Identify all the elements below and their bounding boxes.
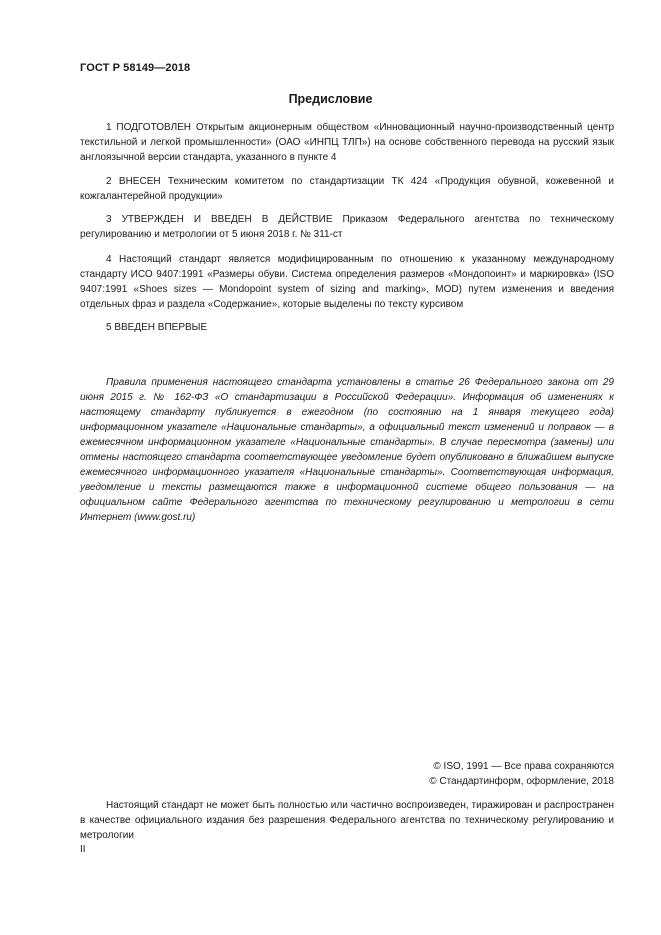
- copyright-iso: © ISO, 1991 — Все права сохраняются: [433, 761, 614, 772]
- legal-notice: Правила применения настоящего стандарта установлены в статье 26 Федерального закона от 29 июня 2015 г. № 162-ФЗ «О стандартизации в Российской Федерации». Информация об изменениях к настоящему стандарту публикуется в ежегодном (по состоянию на 1 января текущего года) информационном указателе «Национальные стандарты», а официальный текст изменений и поправок — в ежемесячном информационном указателе «Национальные стандарты». В случае пересмотра (замены) или отмены настоящего стандарта соответствующее уведомление будет опубликовано в ближайшем выпуске ежемесячного информационного указателя «Национальные стандарты». Соответствующая информация, уведомление и тексты размещаются также в информационной системе общего пользования — на официальном сайте Федерального агентства по техническому регулированию и метрологии в сети Интернет (www.gost.ru): [80, 377, 614, 523]
- copyright-publisher: © Стандартинформ, оформление, 2018: [429, 776, 614, 787]
- paragraph-first-introduced: 5 ВВЕДЕН ВПЕРВЫЕ: [106, 322, 208, 333]
- standard-id: ГОСТ Р 58149—2018: [80, 62, 191, 74]
- reproduction-notice: Настоящий стандарт не может быть полностью или частично воспроизведен, тиражирован и распространен в качестве официального издания без разрешения Федерального агентства по техническому регулированию и метрологии: [80, 800, 614, 841]
- paragraph-prepared: 1 ПОДГОТОВЛЕН Открытым акционерным обществом «Инновационный научно-производственный центр текстильной и легкой промышленности» (ОАО «ИНПЦ ТЛП») на основе собственного перевода на русский язык англоязычной версии стандарта, указанного в пункте 4: [80, 122, 614, 163]
- page-number: II: [80, 844, 86, 855]
- paragraph-approved: 3 УТВЕРЖДЕН И ВВЕДЕН В ДЕЙСТВИЕ Приказом Федерального агентства по техническому регулированию и метрологии от 5 июня 2018 г. № 311-ст: [80, 214, 614, 240]
- page-title: Предисловие: [288, 92, 373, 106]
- paragraph-modification: 4 Настоящий стандарт является модифицированным по отношению к указанному международному стандарту ИСО 9407:1991 «Размеры обуви. Система определения размеров «Мондопоинт» и маркировка» (ISO 9407:1991 «Shoes sizes — Mondopoint system of sizing and marking», MOD) путем изменения и введения отдельных фраз и раздела «Содержание», которые выделены по тексту курсивом: [80, 254, 614, 310]
- paragraph-submitted: 2 ВНЕСЕН Техническим комитетом по стандартизации ТК 424 «Продукция обувной, кожевенной и кожгалантерейной продукции»: [80, 176, 614, 202]
